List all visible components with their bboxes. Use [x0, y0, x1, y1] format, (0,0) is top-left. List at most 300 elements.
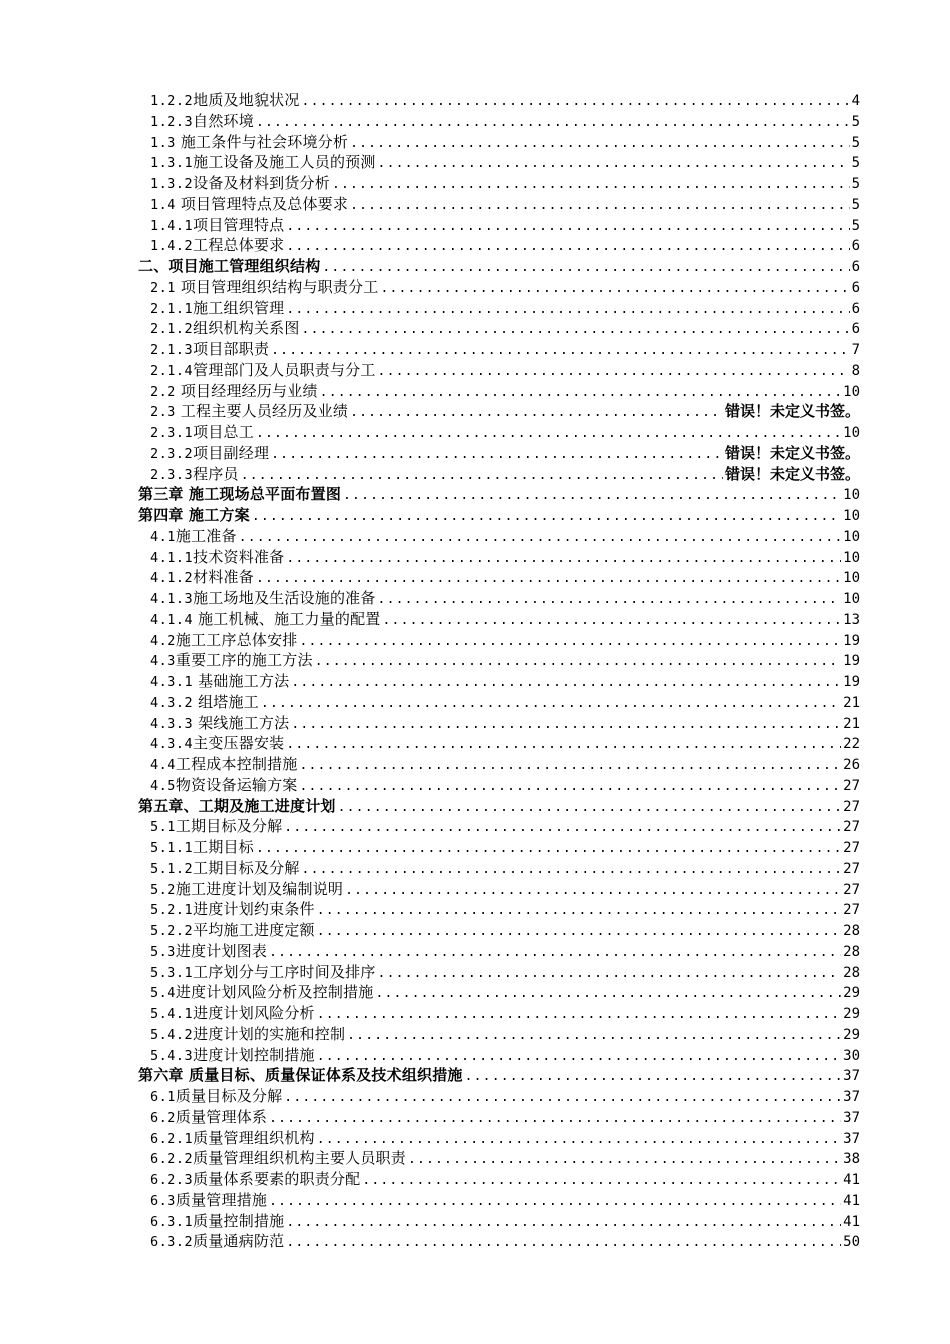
toc-entry-number: 2.1.4: [150, 362, 194, 379]
toc-entry-number: 1.3.2: [150, 176, 194, 192]
toc-page-number: 50: [843, 1234, 860, 1251]
toc-entry-number: 6.2.1: [150, 1130, 194, 1147]
toc-section-entry[interactable]: [138, 152, 860, 173]
toc-entry-number: 4.3: [150, 653, 176, 670]
toc-entry-title: [150, 526, 237, 548]
toc-dot-leader: [252, 507, 841, 528]
toc-page-number: 38: [843, 1151, 860, 1168]
toc-section-entry[interactable]: [138, 899, 860, 920]
toc-entry-number: 4.1.3: [150, 591, 194, 607]
toc-page-number: 27: [843, 860, 860, 877]
toc-entry-text: 施工组织管理: [193, 298, 285, 317]
toc-entry-title: [150, 1107, 267, 1129]
toc-dot-leader: [378, 964, 842, 985]
toc-entry-number: 6.3.1: [150, 1213, 194, 1230]
toc-entry-title: [150, 277, 378, 299]
toc-entry-number: 4.3.2: [150, 694, 194, 711]
toc-section-entry[interactable]: [138, 173, 860, 194]
toc-entry-text: 物资设备运输方案: [175, 775, 298, 794]
toc-page-number: 27: [843, 777, 860, 794]
toc-entry-number: 2.1.3: [150, 342, 194, 358]
toc-entry-number: 5.2.2: [150, 923, 194, 939]
toc-entry-text: 质量管理体系: [175, 1107, 268, 1126]
toc-entry-title: [150, 360, 376, 382]
toc-section-entry[interactable]: [138, 1231, 860, 1252]
toc-entry-title: [150, 173, 330, 195]
toc-dot-leader: [317, 1130, 841, 1151]
toc-entry-title: [150, 1003, 315, 1025]
toc-dot-leader: [269, 1192, 841, 1213]
toc-entry-text: 组塔施工: [193, 692, 259, 711]
toc-dot-leader: [271, 445, 723, 466]
toc-page-number: 41: [843, 1172, 860, 1188]
toc-section-entry[interactable]: [138, 837, 860, 858]
toc-dot-leader: [269, 1109, 841, 1130]
toc-section-entry[interactable]: [138, 879, 860, 900]
toc-entry-title: [150, 816, 282, 838]
toc-entry-title: [138, 484, 341, 505]
toc-entry-title: [150, 381, 318, 403]
toc-entry-number: 5.1.2: [150, 860, 194, 877]
toc-dot-leader: [256, 424, 841, 445]
toc-page-number: 10: [843, 570, 860, 587]
toc-page-number: 37: [843, 1130, 860, 1147]
toc-bookmark-error: 错误！未定义书签。: [724, 464, 860, 483]
toc-entry-title: [150, 630, 298, 652]
toc-entry-title: [150, 754, 298, 776]
toc-section-entry[interactable]: [138, 671, 860, 692]
toc-section-entry[interactable]: [138, 816, 860, 837]
toc-page-number: 10: [843, 487, 860, 504]
toc-page-number: 22: [843, 736, 860, 753]
toc-entry-text: 第三章 施工现场总平面布置图: [138, 485, 342, 504]
toc-dot-leader: [256, 569, 841, 590]
toc-dot-leader: [343, 486, 841, 507]
toc-entry-title: [150, 982, 374, 1004]
toc-entry-text: 进度计划约束条件: [193, 900, 315, 919]
toc-entry-text: 项目管理特点: [193, 215, 285, 234]
toc-section-entry[interactable]: [138, 754, 860, 775]
toc-dot-leader: [291, 673, 841, 694]
toc-dot-leader: [256, 839, 841, 860]
toc-entry-title: [150, 547, 284, 569]
toc-entry-text: 进度计划控制措施: [193, 1045, 315, 1064]
toc-chapter-entry[interactable]: [138, 484, 860, 505]
toc-entry-text: 工期目标及分解: [193, 858, 300, 877]
toc-entry-title: [150, 775, 298, 797]
toc-dot-leader: [300, 756, 842, 777]
toc-entry-text: 地质及地貌状况: [193, 91, 300, 109]
toc-entry-number: 1.2.3: [150, 113, 194, 130]
toc-page-number: 6: [851, 259, 860, 275]
toc-entry-text: 质量通病防范: [193, 1232, 285, 1251]
toc-dot-leader: [378, 154, 850, 175]
toc-entry-title: [150, 879, 343, 901]
toc-entry-text: 自然环境: [193, 111, 254, 130]
toc-dot-leader: [465, 1067, 842, 1088]
toc-page-number: 6: [851, 321, 860, 338]
toc-entry-number: 5.3.1: [150, 964, 194, 981]
toc-entry-number: 6.1: [150, 1089, 176, 1105]
toc-section-entry[interactable]: [138, 90, 860, 111]
toc-entry-text: 项目副经理: [193, 443, 270, 462]
toc-entry-title: [150, 464, 239, 486]
toc-entry-number: 4.3.1: [150, 674, 194, 690]
toc-section-entry[interactable]: [138, 962, 860, 983]
toc-section-entry[interactable]: [138, 381, 860, 402]
toc-entry-text: 项目管理特点及总体要求: [175, 194, 349, 213]
toc-page-number: 29: [843, 1006, 860, 1022]
toc-page-number: 37: [843, 1089, 860, 1105]
toc-page-number: 10: [843, 528, 860, 545]
toc-dot-leader: [317, 901, 841, 922]
toc-dot-leader: [256, 113, 850, 134]
toc-entry-title: [150, 1148, 406, 1170]
toc-entry-title: [150, 443, 269, 465]
toc-entry-title: [150, 837, 254, 859]
toc-chapter-entry[interactable]: [138, 256, 860, 277]
toc-entry-title: [150, 90, 300, 112]
toc-page-number: 5: [851, 134, 860, 151]
toc-page-number: 5: [851, 196, 860, 213]
toc-entry-text: 工序划分与工序时间及排序: [193, 962, 376, 981]
toc-entry-text: 项目经理经历与业绩: [175, 381, 318, 400]
toc-entry-number: 5.1: [150, 819, 176, 836]
toc-entry-number: 4.1: [150, 528, 176, 545]
toc-page-number: 26: [843, 757, 860, 773]
toc-section-entry[interactable]: [138, 526, 860, 547]
toc-dot-leader: [286, 1213, 841, 1234]
toc-entry-number: 5.2.1: [150, 902, 194, 919]
toc-section-entry[interactable]: [138, 1107, 860, 1128]
toc-dot-leader: [261, 694, 841, 715]
toc-entry-title: [150, 567, 254, 589]
toc-entry-text: 施工进度计划及编制说明: [175, 879, 344, 898]
toc-dot-leader: [286, 237, 849, 258]
toc-dot-leader: [347, 1026, 841, 1047]
toc-entry-text: 第五章、工期及施工进度计划: [138, 796, 336, 815]
toc-entry-text: 工程总体要求: [193, 236, 285, 255]
toc-dot-leader: [380, 279, 849, 300]
toc-dot-leader: [291, 715, 841, 736]
toc-section-entry[interactable]: [138, 318, 860, 339]
toc-page-number: 5: [851, 176, 860, 192]
toc-section-entry[interactable]: [138, 567, 860, 588]
toc-page-number: 21: [843, 715, 860, 732]
toc-entry-text: 项目总工: [193, 423, 254, 441]
toc-entry-title: [150, 298, 284, 320]
toc-entry-title: [150, 588, 376, 610]
toc-section-entry[interactable]: [138, 547, 860, 568]
toc-page-number: 10: [843, 508, 860, 524]
toc-dot-leader: [286, 300, 849, 321]
toc-entry-title: [150, 1086, 282, 1108]
toc-dot-leader: [317, 1005, 841, 1026]
toc-section-entry[interactable]: [138, 1169, 860, 1190]
toc-entry-number: 6.2.2: [150, 1151, 194, 1168]
toc-entry-text: 进度计划图表: [175, 941, 268, 960]
toc-page-number: 4: [851, 93, 860, 109]
toc-entry-number: 1.4: [150, 196, 176, 213]
toc-dot-leader: [378, 362, 850, 383]
toc-dot-leader: [302, 92, 850, 113]
toc-section-entry[interactable]: [138, 277, 860, 298]
toc-entry-title: [150, 1231, 284, 1253]
toc-entry-title: [138, 505, 250, 526]
toc-entry-text: 质量目标及分解: [175, 1087, 283, 1105]
toc-entry-number: 4.1.4: [150, 611, 194, 628]
toc-section-entry[interactable]: [138, 650, 860, 671]
toc-dot-leader: [362, 1171, 841, 1192]
toc-section-entry[interactable]: [138, 1190, 860, 1211]
toc-section-entry[interactable]: [138, 692, 860, 713]
toc-entry-title: [150, 132, 348, 154]
toc-section-entry[interactable]: [138, 339, 860, 360]
toc-section-entry[interactable]: [138, 630, 860, 651]
toc-entry-text: 材料准备: [193, 568, 254, 587]
toc-page-number: 37: [843, 1068, 860, 1085]
toc-entry-title: [150, 692, 259, 714]
toc-entry-title: [150, 1128, 315, 1150]
toc-page-number: 41: [843, 1213, 860, 1230]
toc-section-entry[interactable]: [138, 775, 860, 796]
toc-chapter-entry[interactable]: [138, 796, 860, 817]
toc-dot-leader: [332, 175, 850, 196]
toc-page-number: 6: [851, 238, 860, 255]
toc-entry-number: 4.1.1: [150, 549, 194, 566]
toc-dot-leader: [350, 196, 850, 217]
toc-entry-text: 第四章 施工方案: [138, 506, 250, 524]
toc-dot-leader: [284, 1088, 841, 1109]
toc-entry-text: 设备及材料到货分析: [193, 174, 330, 192]
toc-page-number: 37: [843, 1109, 860, 1126]
toc-entry-number: 1.4.1: [150, 217, 194, 234]
toc-section-entry[interactable]: [138, 982, 860, 1003]
toc-entry-title: [150, 152, 376, 174]
toc-entry-text: 组织机构关系图: [193, 319, 300, 338]
toc-page-number: 5: [851, 155, 860, 172]
toc-entry-title: [150, 111, 254, 133]
toc-entry-text: 施工工序总体安排: [175, 630, 298, 649]
toc-dot-leader: [286, 549, 841, 570]
toc-entry-number: 2.3.2: [150, 445, 194, 462]
toc-entry-number: 5.4.3: [150, 1047, 194, 1064]
toc-page-number: 19: [843, 632, 860, 649]
toc-entry-text: 进度计划风险分析及控制措施: [175, 983, 374, 1002]
toc-entry-number: 2.3.3: [150, 466, 194, 483]
toc-section-entry[interactable]: [138, 1024, 860, 1045]
toc-entry-title: [150, 1190, 267, 1212]
toc-entry-title: [150, 733, 284, 755]
toc-entry-title: [150, 235, 284, 257]
toc-dot-leader: [317, 1047, 841, 1068]
toc-section-entry[interactable]: [138, 1045, 860, 1066]
toc-page-number: 27: [843, 881, 860, 898]
toc-entry-number: 5.3: [150, 943, 176, 960]
toc-entry-title: [150, 318, 300, 340]
toc-entry-text: 架线施工方法: [193, 713, 290, 732]
toc-page-number: 6: [851, 279, 860, 296]
toc-entry-number: 4.1.2: [150, 570, 194, 587]
toc-entry-text: 施工条件与社会环境分析: [175, 132, 349, 151]
toc-entry-number: 6.3: [150, 1192, 176, 1209]
toc-section-entry[interactable]: [138, 588, 860, 609]
toc-entry-number: 2.3: [150, 404, 176, 421]
toc-page-number: 28: [843, 943, 860, 960]
toc-entry-number: 5.4.1: [150, 1006, 194, 1022]
toc-entry-text: 进度计划的实施和控制: [193, 1024, 346, 1043]
toc-entry-text: 工程主要人员经历及业绩: [175, 402, 349, 421]
toc-entry-title: [150, 1211, 284, 1233]
toc-section-entry[interactable]: [138, 401, 860, 422]
toc-dot-leader: [383, 611, 842, 632]
toc-entry-number: 4.3.4: [150, 736, 194, 753]
toc-page-number: 28: [843, 923, 860, 939]
toc-entry-text: 施工场地及生活设施的准备: [193, 589, 376, 607]
toc-entry-number: 1.3.1: [150, 155, 194, 172]
toc-entry-number: 1.2.2: [150, 93, 194, 109]
toc-page-number: 19: [843, 653, 860, 670]
toc-entry-text: 质量控制措施: [193, 1211, 285, 1230]
toc-page-number: 5: [851, 113, 860, 130]
toc-dot-leader: [300, 632, 842, 653]
toc-dot-leader: [378, 590, 842, 611]
toc-entry-number: 6.2.3: [150, 1172, 194, 1188]
toc-section-entry[interactable]: [138, 1128, 860, 1149]
toc-entry-text: 施工机械、施工力量的配置: [193, 609, 381, 628]
toc-section-entry[interactable]: [138, 422, 860, 443]
toc-entry-text: 基础施工方法: [193, 672, 290, 690]
toc-section-entry[interactable]: [138, 111, 860, 132]
toc-page-number: 10: [843, 425, 860, 441]
toc-entry-number: 1.3: [150, 134, 176, 151]
toc-section-entry[interactable]: [138, 941, 860, 962]
toc-page-number: 28: [843, 964, 860, 981]
toc-entry-text: 工期目标及分解: [175, 817, 283, 836]
toc-entry-title: [150, 858, 300, 880]
toc-page-number: 27: [843, 902, 860, 919]
toc-dot-leader: [269, 943, 841, 964]
toc-dot-leader: [408, 1150, 841, 1171]
toc-entry-number: 5.2: [150, 881, 176, 898]
toc-section-entry[interactable]: [138, 1148, 860, 1169]
toc-entry-text: 施工设备及施工人员的预测: [193, 153, 376, 172]
toc-entry-text: 质量管理组织机构: [193, 1128, 315, 1147]
toc-entry-text: 工期目标: [193, 838, 254, 856]
toc-dot-leader: [286, 217, 849, 238]
toc-entry-text: 施工准备: [175, 526, 237, 545]
toc-entry-title: [150, 194, 348, 216]
toc-page-number: 30: [843, 1047, 860, 1064]
toc-section-entry[interactable]: [138, 194, 860, 215]
toc-dot-leader: [302, 320, 850, 341]
toc-page-number: 5: [851, 217, 860, 234]
toc-entry-text: 进度计划风险分析: [193, 1004, 315, 1022]
toc-section-entry[interactable]: [138, 858, 860, 879]
toc-dot-leader: [350, 134, 850, 155]
toc-dot-leader: [284, 818, 841, 839]
toc-page-number: 10: [843, 591, 860, 607]
toc-entry-number: 5.4.2: [150, 1026, 194, 1043]
toc-entry-text: 技术资料准备: [193, 547, 285, 566]
toc-entry-number: 2.1.2: [150, 321, 194, 338]
toc-page-number: 8: [851, 362, 860, 379]
toc-section-entry[interactable]: [138, 215, 860, 236]
toc-bookmark-error: 错误！未定义书签。: [724, 402, 860, 421]
toc-entry-number: 6.3.2: [150, 1234, 194, 1251]
toc-entry-title: [150, 962, 376, 984]
toc-section-entry[interactable]: [138, 360, 860, 381]
toc-chapter-entry[interactable]: [138, 505, 860, 526]
toc-entry-title: [150, 401, 348, 423]
toc-dot-leader: [320, 383, 841, 404]
toc-dot-leader: [322, 258, 849, 279]
toc-section-entry[interactable]: [138, 609, 860, 630]
toc-entry-number: 5.1.1: [150, 840, 194, 856]
toc-page-number: 6: [851, 300, 860, 317]
toc-dot-leader: [239, 528, 841, 549]
toc-entry-number: 2.1: [150, 279, 176, 296]
toc-entry-text: 重要工序的施工方法: [175, 651, 313, 670]
toc-page-number: 29: [843, 1026, 860, 1043]
toc-entry-title: [150, 609, 381, 631]
toc-dot-leader: [338, 798, 842, 819]
toc-section-entry[interactable]: [138, 443, 860, 464]
toc-entry-text: 工程成本控制措施: [175, 755, 298, 773]
toc-section-entry[interactable]: [138, 1086, 860, 1107]
toc-entry-title: [150, 339, 269, 361]
toc-section-entry[interactable]: [138, 733, 860, 754]
toc-chapter-entry[interactable]: [138, 1065, 860, 1086]
toc-entry-title: [150, 899, 315, 921]
toc-page-number: 27: [843, 798, 860, 815]
toc-page-number: 27: [843, 840, 860, 856]
toc-entry-text: 二、项目施工管理组织结构: [138, 257, 321, 275]
toc-entry-text: 项目部职责: [193, 340, 270, 358]
toc-page-number: 29: [843, 985, 860, 1002]
toc-section-entry[interactable]: [138, 298, 860, 319]
toc-section-entry[interactable]: [138, 713, 860, 734]
toc-entry-title: [150, 671, 289, 693]
toc-entry-number: 2.1.1: [150, 300, 194, 317]
toc-entry-text: 质量管理组织机构主要人员职责: [193, 1149, 406, 1168]
toc-dot-leader: [271, 341, 849, 362]
toc-page-number: 27: [843, 819, 860, 836]
toc-page-number: 13: [843, 611, 860, 628]
toc-section-entry[interactable]: [138, 1211, 860, 1232]
toc-entry-title: [150, 920, 315, 942]
toc-entry-number: 6.2: [150, 1109, 176, 1126]
toc-entry-number: 5.4: [150, 985, 176, 1002]
toc-entry-text: 管理部门及人员职责与分工: [193, 360, 376, 379]
toc-dot-leader: [300, 777, 842, 798]
toc-entry-title: [150, 650, 313, 672]
table-of-contents: [138, 90, 860, 1252]
toc-section-entry[interactable]: [138, 464, 860, 485]
toc-entry-number: 4.4: [150, 757, 176, 773]
toc-entry-text: 项目管理组织结构与职责分工: [175, 277, 379, 296]
toc-section-entry[interactable]: [138, 235, 860, 256]
toc-section-entry[interactable]: [138, 1003, 860, 1024]
toc-section-entry[interactable]: [138, 132, 860, 153]
toc-entry-text: 程序员: [193, 464, 239, 483]
toc-entry-title: [150, 713, 289, 735]
toc-page-number: 7: [851, 342, 860, 358]
toc-dot-leader: [315, 652, 841, 673]
toc-section-entry[interactable]: [138, 920, 860, 941]
toc-entry-text: 第六章 质量目标、质量保证体系及技术组织措施: [138, 1066, 463, 1085]
toc-dot-leader: [286, 735, 841, 756]
